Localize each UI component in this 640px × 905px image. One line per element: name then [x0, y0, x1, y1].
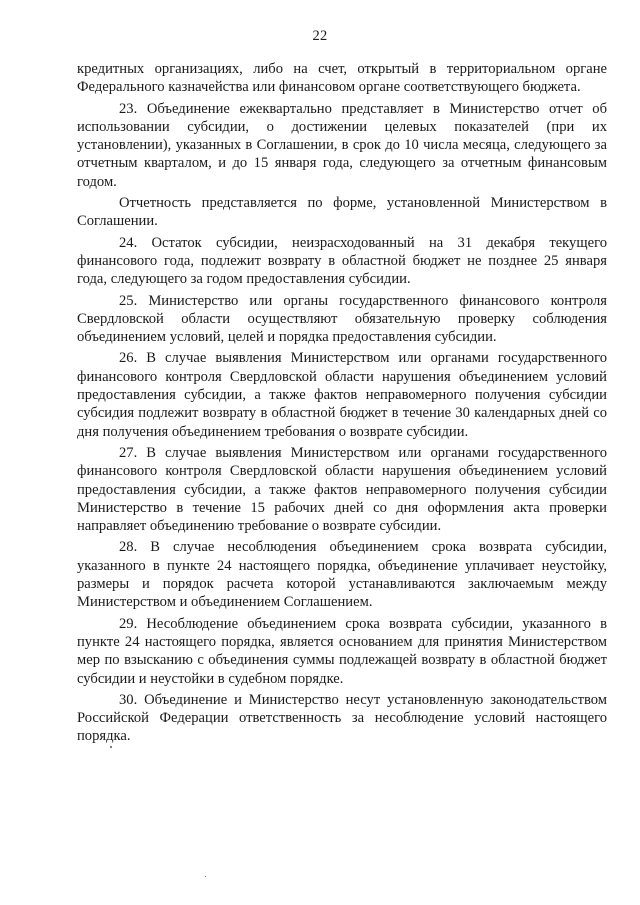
- paragraph-reporting-form: Отчетность представляется по форме, установленной Министерством в Соглашении.: [77, 195, 607, 230]
- paragraph-24: 24. Остаток субсидии, неизрасходованный на 31 декабря текущего финансового года, подлежит возврату в областной бюджет не позднее 25 января года, следующего за годом предоставления субсидии.: [77, 234, 607, 288]
- paragraph-28: 28. В случае несоблюдения объединением срока возврата субсидии, указанного в пункте 24 настоящего порядка, объединение уплачивает неустойку, размеры и порядок расчета которой устанавливаются заключаемым между Министерством и объединением Соглашением.: [77, 539, 607, 611]
- paragraph-29: 29. Несоблюдение объединением срока возврата субсидии, указанного в пункте 24 настоящего порядка, является основанием для принятия Министерством мер по взысканию с объединения суммы подлежащей возврату в областной бюджет субсидии и неустойки в судебном порядке.: [77, 615, 607, 687]
- page-number: 22: [312, 28, 328, 44]
- document-body: [77, 60, 607, 749]
- paragraph-27: 27. В случае выявления Министерством или органами государственного финансового контроля Свердловской области нарушения объединением условий предоставления субсидии, а также фактов неправомерного получения субсидии Министерство в течение 15 рабочих дней со дня оформления акта проверки направляет объединению требование о возврате субсидии.: [77, 444, 607, 535]
- paragraph-continuation: кредитных организациях, либо на счет, открытый в территориальном органе Федерального казначейства или финансовом органе соответствующего бюджета.: [77, 61, 607, 96]
- paragraph-26: 26. В случае выявления Министерством или органами государственного финансового контроля Свердловской области нарушения объединением условий предоставления субсидии, а также фактов неправомерного получения субсидии субсидия подлежит возврату в областной бюджет в течение 30 календарных дней со дня получения объединением требования о возврате субсидии.: [77, 350, 607, 440]
- scan-speck: [205, 876, 206, 877]
- scan-speck: [110, 746, 112, 748]
- paragraph-25: 25. Министерство или органы государственного финансового контроля Свердловской области осуществляют обязательную проверку соблюдения объединением условий, целей и порядка предоставления субсидии.: [77, 292, 607, 346]
- paragraph-30: 30. Объединение и Министерство несут установленную законодательством Российской Федерации ответственность за несоблюдение условий настоящего порядка.: [77, 691, 607, 745]
- paragraph-23: 23. Объединение ежеквартально представляет в Министерство отчет об использовании субсидии, о достижении целевых показателей (при их установлении), указанных в Соглашении, в срок до 10 числа месяца, следующего за отчетным кварталом, и до 15 января года, следующего за отчетным финансовым годом.: [77, 100, 607, 190]
